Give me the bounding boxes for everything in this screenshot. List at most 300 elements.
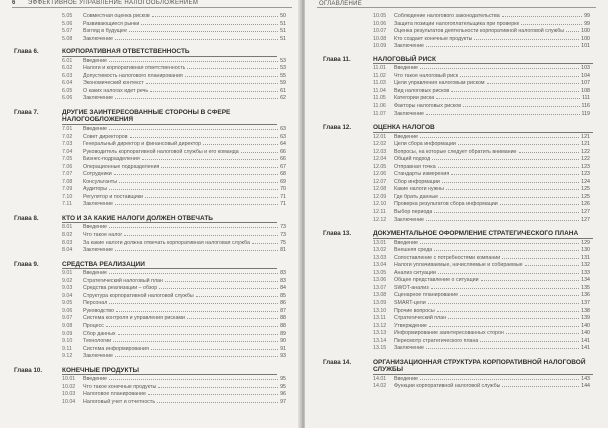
section-number: 7.01 — [62, 125, 73, 132]
toc-entry[interactable] — [0, 72, 302, 80]
section-number: 12.07 — [373, 178, 387, 185]
section-title: Заключение — [83, 35, 114, 42]
toc-entry[interactable] — [305, 12, 608, 20]
section-number: 13.08 — [373, 292, 387, 299]
section-title: Заключение — [394, 345, 425, 352]
dot-leader — [458, 140, 579, 145]
section-number: 10.07 — [373, 28, 387, 35]
section-number: 9.02 — [62, 277, 73, 284]
page-reference: 127 — [581, 216, 590, 223]
section-title: Введение — [394, 239, 418, 246]
toc-entry[interactable] — [0, 155, 302, 163]
dot-leader — [460, 72, 579, 77]
section-number: 9.07 — [62, 315, 73, 322]
chapter-label: Глава 6. — [14, 48, 39, 56]
toc-entry[interactable] — [305, 329, 608, 337]
dot-leader — [506, 329, 579, 334]
section-number: 8.02 — [62, 232, 73, 239]
chapter-title[interactable]: КОРПОРАТИВНАЯ ОТВЕТСТВЕННОСТЬ — [62, 48, 277, 57]
section-number: 7.07 — [62, 171, 73, 178]
section-number: 6.06 — [62, 95, 73, 102]
page-reference: 84 — [280, 285, 286, 292]
section-number: 13.04 — [373, 262, 387, 269]
toc-entry[interactable] — [0, 375, 302, 383]
page-reference: 144 — [581, 383, 590, 390]
section-title: Утверждение — [394, 322, 427, 329]
section-title: Заключение — [83, 201, 114, 208]
toc-entry[interactable] — [305, 322, 608, 330]
dot-leader — [109, 299, 278, 304]
toc-entry[interactable] — [305, 193, 608, 201]
section-number: 9.04 — [62, 292, 73, 299]
chapter-title[interactable]: ОРГАНИЗАЦИОННАЯ СТРУКТУРА КОРПОРАТИВНОЙ НАЛОГОВОЙ СЛУЖБЫ — [373, 359, 593, 375]
dot-leader — [448, 314, 579, 319]
toc-entry[interactable] — [305, 185, 608, 193]
page-reference: 73 — [280, 232, 286, 239]
page-reference: 124 — [581, 178, 590, 185]
toc-entry[interactable] — [0, 64, 302, 72]
toc-entry[interactable] — [305, 254, 608, 262]
section-title: Общий подход — [394, 156, 431, 163]
section-number: 5.07 — [62, 28, 73, 35]
section-title: Общее представление о ситуации — [394, 277, 479, 284]
dot-leader — [432, 155, 579, 160]
chapter-title[interactable]: ОЦЕНКА НАЛОГОВ — [373, 124, 593, 133]
chapter-block — [0, 215, 302, 254]
chapter-heading — [0, 215, 302, 224]
chapter-heading — [305, 56, 608, 65]
page-reference: 143 — [581, 375, 590, 382]
page-reference: 137 — [581, 300, 590, 306]
toc-entry[interactable] — [305, 94, 608, 102]
page-reference: 130 — [581, 247, 590, 254]
dot-leader — [203, 140, 278, 145]
page-reference: 61 — [280, 87, 286, 94]
section-title: Категории риска — [394, 95, 435, 102]
toc-entry[interactable] — [305, 102, 608, 110]
dot-leader — [500, 200, 579, 205]
section-title: Выбор периода — [394, 209, 433, 216]
section-title: Соблюдение налогового законодательства — [394, 13, 500, 19]
section-number: 10.05 — [373, 13, 387, 19]
toc-entry[interactable] — [0, 284, 302, 292]
dot-leader — [109, 269, 278, 274]
toc-entry[interactable] — [0, 125, 302, 133]
dot-leader — [437, 307, 580, 312]
section-number: 7.06 — [62, 163, 73, 170]
toc-entry[interactable] — [0, 185, 302, 193]
page-reference: 95 — [280, 376, 286, 383]
toc-entry[interactable] — [305, 87, 608, 95]
toc-entry[interactable] — [305, 246, 608, 254]
toc-entry[interactable] — [0, 223, 302, 231]
section-title: Сбор данных — [83, 330, 116, 337]
page-reference: 87 — [280, 307, 286, 314]
section-title: Заключение — [394, 43, 425, 50]
section-title: Заключение — [394, 110, 425, 117]
section-title: Налоги и корпоративная ответственность — [83, 65, 186, 72]
chapter-block — [305, 359, 608, 390]
toc-entry[interactable] — [305, 299, 608, 307]
page-reference: 88 — [280, 315, 286, 322]
page-reference: 66 — [280, 148, 286, 155]
page-reference: 95 — [280, 383, 286, 390]
toc-entry[interactable] — [305, 72, 608, 80]
dot-leader — [502, 12, 582, 17]
toc-entry[interactable] — [0, 307, 302, 315]
section-number: 13.02 — [373, 247, 387, 254]
toc-entry[interactable] — [0, 246, 302, 254]
dot-leader — [157, 398, 278, 403]
toc-entry[interactable] — [305, 344, 608, 352]
page-reference: 132 — [581, 262, 590, 269]
page-reference: 89 — [280, 330, 286, 337]
toc-entry[interactable] — [0, 193, 302, 201]
toc-entry[interactable] — [0, 20, 302, 28]
section-number: 11.05 — [373, 95, 386, 102]
toc-entry[interactable] — [0, 337, 302, 345]
page-reference: 136 — [581, 292, 590, 299]
section-number: 14.02 — [373, 383, 387, 390]
toc-entry[interactable] — [305, 307, 608, 315]
toc-entry[interactable] — [305, 337, 608, 345]
page-reference: 59 — [280, 80, 286, 87]
page-reference: 93 — [280, 353, 286, 360]
toc-entry[interactable] — [0, 231, 302, 239]
page-reference: 50 — [280, 13, 286, 19]
toc-entry[interactable] — [0, 94, 302, 102]
dot-leader — [187, 64, 278, 69]
chapter-title[interactable]: СРЕДСТВА РЕАЛИЗАЦИИ — [62, 261, 277, 270]
page-reference: 140 — [581, 322, 590, 329]
page-number: 6 — [12, 0, 16, 6]
dot-leader — [420, 375, 579, 380]
dot-leader — [241, 148, 278, 153]
section-number: 9.08 — [62, 323, 73, 329]
section-number: 12.12 — [373, 216, 387, 223]
toc-entry[interactable] — [0, 314, 302, 322]
dot-leader — [146, 79, 278, 84]
page-reference: 122 — [581, 156, 590, 163]
chapter-block — [0, 109, 302, 208]
toc-entry[interactable] — [305, 42, 608, 50]
page-reference: 141 — [581, 345, 590, 352]
section-title: Технологии — [83, 338, 112, 345]
chapter-title[interactable]: КОНЕЧНЫЕ ПРОДУКТЫ — [62, 367, 277, 376]
dot-leader — [165, 277, 278, 282]
section-title: Факторы налоговых рисков — [394, 102, 462, 109]
section-title: Персонал — [83, 300, 108, 307]
page-reference: 108 — [581, 87, 590, 94]
toc-entry[interactable] — [0, 330, 302, 338]
toc-entry[interactable] — [305, 20, 608, 28]
dot-leader — [145, 193, 278, 198]
section-number: 13.13 — [373, 330, 387, 337]
section-number: 10.02 — [62, 383, 76, 390]
dot-leader — [113, 337, 278, 342]
section-number: 9.01 — [62, 270, 73, 277]
section-number: 5.08 — [62, 35, 73, 42]
dot-leader — [521, 20, 582, 25]
section-title: Консультанты — [83, 178, 118, 185]
page-reference: 70 — [280, 186, 286, 193]
section-number: 7.03 — [62, 141, 73, 148]
section-title: Введение — [394, 375, 418, 382]
toc-entry[interactable] — [0, 87, 302, 95]
dot-leader — [440, 193, 579, 198]
toc-entry[interactable] — [305, 27, 608, 35]
toc-entry[interactable] — [305, 375, 608, 383]
chapter-block — [0, 261, 302, 360]
page-reference: 51 — [280, 20, 286, 27]
section-title: SWOT-анализ — [394, 284, 429, 291]
table-of-contents-right — [305, 12, 608, 397]
toc-entry[interactable] — [305, 79, 608, 87]
chapter-block — [305, 230, 608, 352]
chapter-title[interactable]: КТО И ЗА КАКИЕ НАЛОГИ ДОЛЖЕН ОТВЕЧАТЬ — [62, 215, 277, 224]
page-reference: 96 — [280, 391, 286, 398]
toc-entry[interactable] — [305, 200, 608, 208]
dot-leader — [185, 72, 278, 77]
toc-entry[interactable] — [305, 35, 608, 43]
dot-leader — [502, 382, 579, 387]
section-number: 7.10 — [62, 193, 73, 200]
toc-entry[interactable] — [305, 148, 608, 156]
section-title: Вид налоговых рисков — [394, 87, 450, 94]
toc-entry[interactable] — [0, 79, 302, 87]
page-reference: 107 — [581, 80, 590, 87]
toc-entry[interactable] — [0, 178, 302, 186]
page-reference: 63 — [280, 133, 286, 140]
section-title: Где брать данные — [394, 193, 439, 200]
toc-entry[interactable] — [305, 269, 608, 277]
dot-leader — [158, 383, 278, 388]
toc-entry[interactable] — [305, 382, 608, 390]
page-reference: 85 — [280, 292, 286, 299]
toc-entry[interactable] — [305, 216, 608, 224]
chapter-title[interactable]: НАЛОГОВЫЙ РИСК — [373, 56, 593, 65]
section-title: Налоговое планирование — [83, 391, 146, 398]
page-reference: 81 — [280, 247, 286, 254]
toc-entry[interactable] — [0, 200, 302, 208]
section-number: 13.11 — [373, 315, 386, 322]
page-reference: 138 — [581, 307, 590, 314]
dot-leader — [252, 239, 278, 244]
toc-entry[interactable] — [0, 269, 302, 277]
section-number: 12.02 — [373, 141, 387, 148]
toc-entry[interactable] — [0, 57, 302, 65]
page-reference: 123 — [581, 171, 590, 178]
section-number: 9.09 — [62, 330, 73, 337]
section-number: 6.02 — [62, 65, 73, 72]
page-reference: 119 — [581, 110, 590, 117]
dot-leader — [109, 375, 278, 380]
dot-leader — [109, 223, 278, 228]
toc-entry[interactable] — [0, 12, 302, 20]
toc-entry[interactable] — [305, 110, 608, 118]
page-reference: 68 — [280, 171, 286, 178]
toc-entry[interactable] — [0, 345, 302, 353]
page-reference: 103 — [581, 65, 590, 72]
dot-leader — [115, 35, 278, 40]
toc-entry[interactable] — [305, 133, 608, 141]
section-number: 10.04 — [62, 398, 76, 405]
toc-entry[interactable] — [0, 170, 302, 178]
page-reference: 75 — [280, 239, 286, 246]
section-number: 10.09 — [373, 43, 387, 50]
chapter-label: Глава 8. — [14, 214, 39, 222]
section-title: Операционные подразделения — [83, 163, 160, 170]
section-number: 7.04 — [62, 148, 73, 155]
toc-entry[interactable] — [305, 314, 608, 322]
page-reference: 91 — [280, 345, 286, 352]
section-number: 13.06 — [373, 277, 387, 284]
toc-entry[interactable] — [305, 276, 608, 284]
toc-entry[interactable] — [0, 163, 302, 171]
chapter-title[interactable]: ДРУГИЕ ЗАИНТЕРЕСОВАННЫЕ СТОРОНЫ В СФЕРЕ НАЛОГООБЛОЖЕНИЯ — [62, 109, 277, 125]
toc-entry[interactable] — [0, 352, 302, 360]
toc-entry[interactable] — [305, 261, 608, 269]
continued-entries — [305, 12, 608, 50]
toc-entry[interactable] — [0, 322, 302, 330]
dot-leader — [426, 344, 579, 349]
table-of-contents-left — [0, 12, 302, 412]
section-title: Допустимость налогового планирования — [83, 72, 183, 79]
section-title: Заключение — [83, 247, 114, 254]
chapter-label: Глава 10. — [14, 366, 43, 374]
toc-entry[interactable] — [0, 133, 302, 141]
dot-leader — [142, 155, 278, 160]
section-number: 11.07 — [373, 110, 386, 117]
dot-leader — [442, 178, 579, 183]
page-reference: 104 — [581, 72, 590, 79]
page-reference: 73 — [280, 224, 286, 231]
section-title: Введение — [83, 125, 107, 132]
page-reference: 139 — [581, 315, 590, 322]
chapter-heading — [0, 109, 302, 125]
section-number: 5.06 — [62, 20, 73, 27]
section-number: 9.03 — [62, 285, 73, 292]
chapter-label: Глава 7. — [14, 108, 39, 116]
toc-entry[interactable] — [0, 299, 302, 307]
dot-leader — [109, 57, 278, 62]
continued-entries — [0, 12, 302, 42]
section-title: Руководитель корпоративной налоговой службы и его команда — [83, 148, 239, 155]
toc-entry[interactable] — [0, 27, 302, 35]
section-title: Введение — [83, 376, 107, 383]
section-number: 13.12 — [373, 322, 387, 329]
toc-entry[interactable] — [0, 148, 302, 156]
running-head: ОГЛАВЛЕНИЕ — [319, 1, 363, 7]
chapter-heading — [0, 367, 302, 376]
toc-entry[interactable] — [305, 178, 608, 186]
toc-entry[interactable] — [305, 239, 608, 247]
chapter-heading — [305, 359, 608, 375]
toc-entry[interactable] — [0, 383, 302, 391]
section-title: Внешняя среда — [394, 247, 433, 254]
dot-leader — [429, 322, 579, 327]
section-number: 13.05 — [373, 269, 387, 276]
page-reference: 90 — [280, 338, 286, 345]
section-number: 8.04 — [62, 247, 73, 254]
toc-entry[interactable] — [305, 291, 608, 299]
dot-leader — [124, 231, 278, 236]
section-number: 10.01 — [62, 376, 76, 383]
section-number: 11.01 — [373, 65, 386, 72]
toc-entry[interactable] — [305, 155, 608, 163]
toc-entry[interactable] — [0, 277, 302, 285]
page-reference: 51 — [280, 35, 286, 42]
toc-entry[interactable] — [305, 140, 608, 148]
toc-entry[interactable] — [305, 208, 608, 216]
section-title: Заключение — [83, 353, 114, 360]
section-title: Генеральный директор и финансовый директор — [83, 141, 202, 148]
page-reference: 64 — [280, 141, 286, 148]
toc-entry[interactable] — [0, 35, 302, 43]
chapter-label: Глава 9. — [14, 260, 39, 268]
section-number: 10.06 — [373, 20, 387, 27]
section-title: О каких налогах идет речь — [83, 87, 149, 94]
dot-leader — [150, 87, 278, 92]
section-title: Бизнес-подразделения — [83, 156, 140, 163]
dot-leader — [115, 352, 278, 357]
dot-leader — [487, 79, 580, 84]
toc-entry[interactable] — [305, 284, 608, 292]
section-number: 6.03 — [62, 72, 73, 79]
dot-leader — [115, 200, 278, 205]
toc-entry[interactable] — [0, 140, 302, 148]
toc-entry[interactable] — [305, 64, 608, 72]
toc-entry[interactable] — [0, 292, 302, 300]
page-reference: 71 — [280, 193, 286, 200]
section-title: Заключение — [394, 216, 425, 223]
dot-leader — [148, 390, 278, 395]
section-title: Пересмотр стратегического плана — [394, 337, 479, 344]
toc-entry[interactable] — [0, 390, 302, 398]
section-title: Отправная точка — [394, 163, 436, 170]
dot-leader — [426, 216, 579, 221]
page-reference: 62 — [280, 95, 286, 102]
dot-leader — [187, 314, 278, 319]
left-page — [0, 0, 302, 428]
section-title: Сценарное планирование — [394, 292, 459, 299]
toc-entry[interactable] — [305, 170, 608, 178]
toc-entry[interactable] — [0, 398, 302, 406]
dot-leader — [519, 148, 580, 153]
dot-leader — [129, 27, 278, 32]
chapter-heading — [305, 230, 608, 239]
toc-entry[interactable] — [0, 239, 302, 247]
page-reference: 67 — [280, 163, 286, 170]
chapter-title[interactable]: ДОКУМЕНТАЛЬНОЕ ОФОРМЛЕНИЕ СТРАТЕГИЧЕСКОГО ПЛАНА — [373, 230, 593, 239]
page-reference: 51 — [280, 28, 286, 35]
section-title: Вопросы, на которые следует обратить внимание — [394, 148, 517, 155]
section-title: Какие налоги нужны — [394, 186, 444, 193]
toc-entry[interactable] — [305, 163, 608, 171]
page-reference: 141 — [581, 337, 590, 344]
page-reference: 133 — [581, 269, 590, 276]
dot-leader — [438, 269, 579, 274]
section-number: 13.09 — [373, 300, 387, 306]
dot-leader — [566, 27, 579, 32]
dot-leader — [426, 110, 580, 115]
section-number: 6.01 — [62, 57, 73, 64]
dot-leader — [118, 330, 279, 335]
page-reference: 134 — [581, 277, 590, 284]
dot-leader — [196, 292, 278, 297]
section-number: 11.02 — [373, 72, 386, 79]
section-number: 12.01 — [373, 133, 387, 140]
